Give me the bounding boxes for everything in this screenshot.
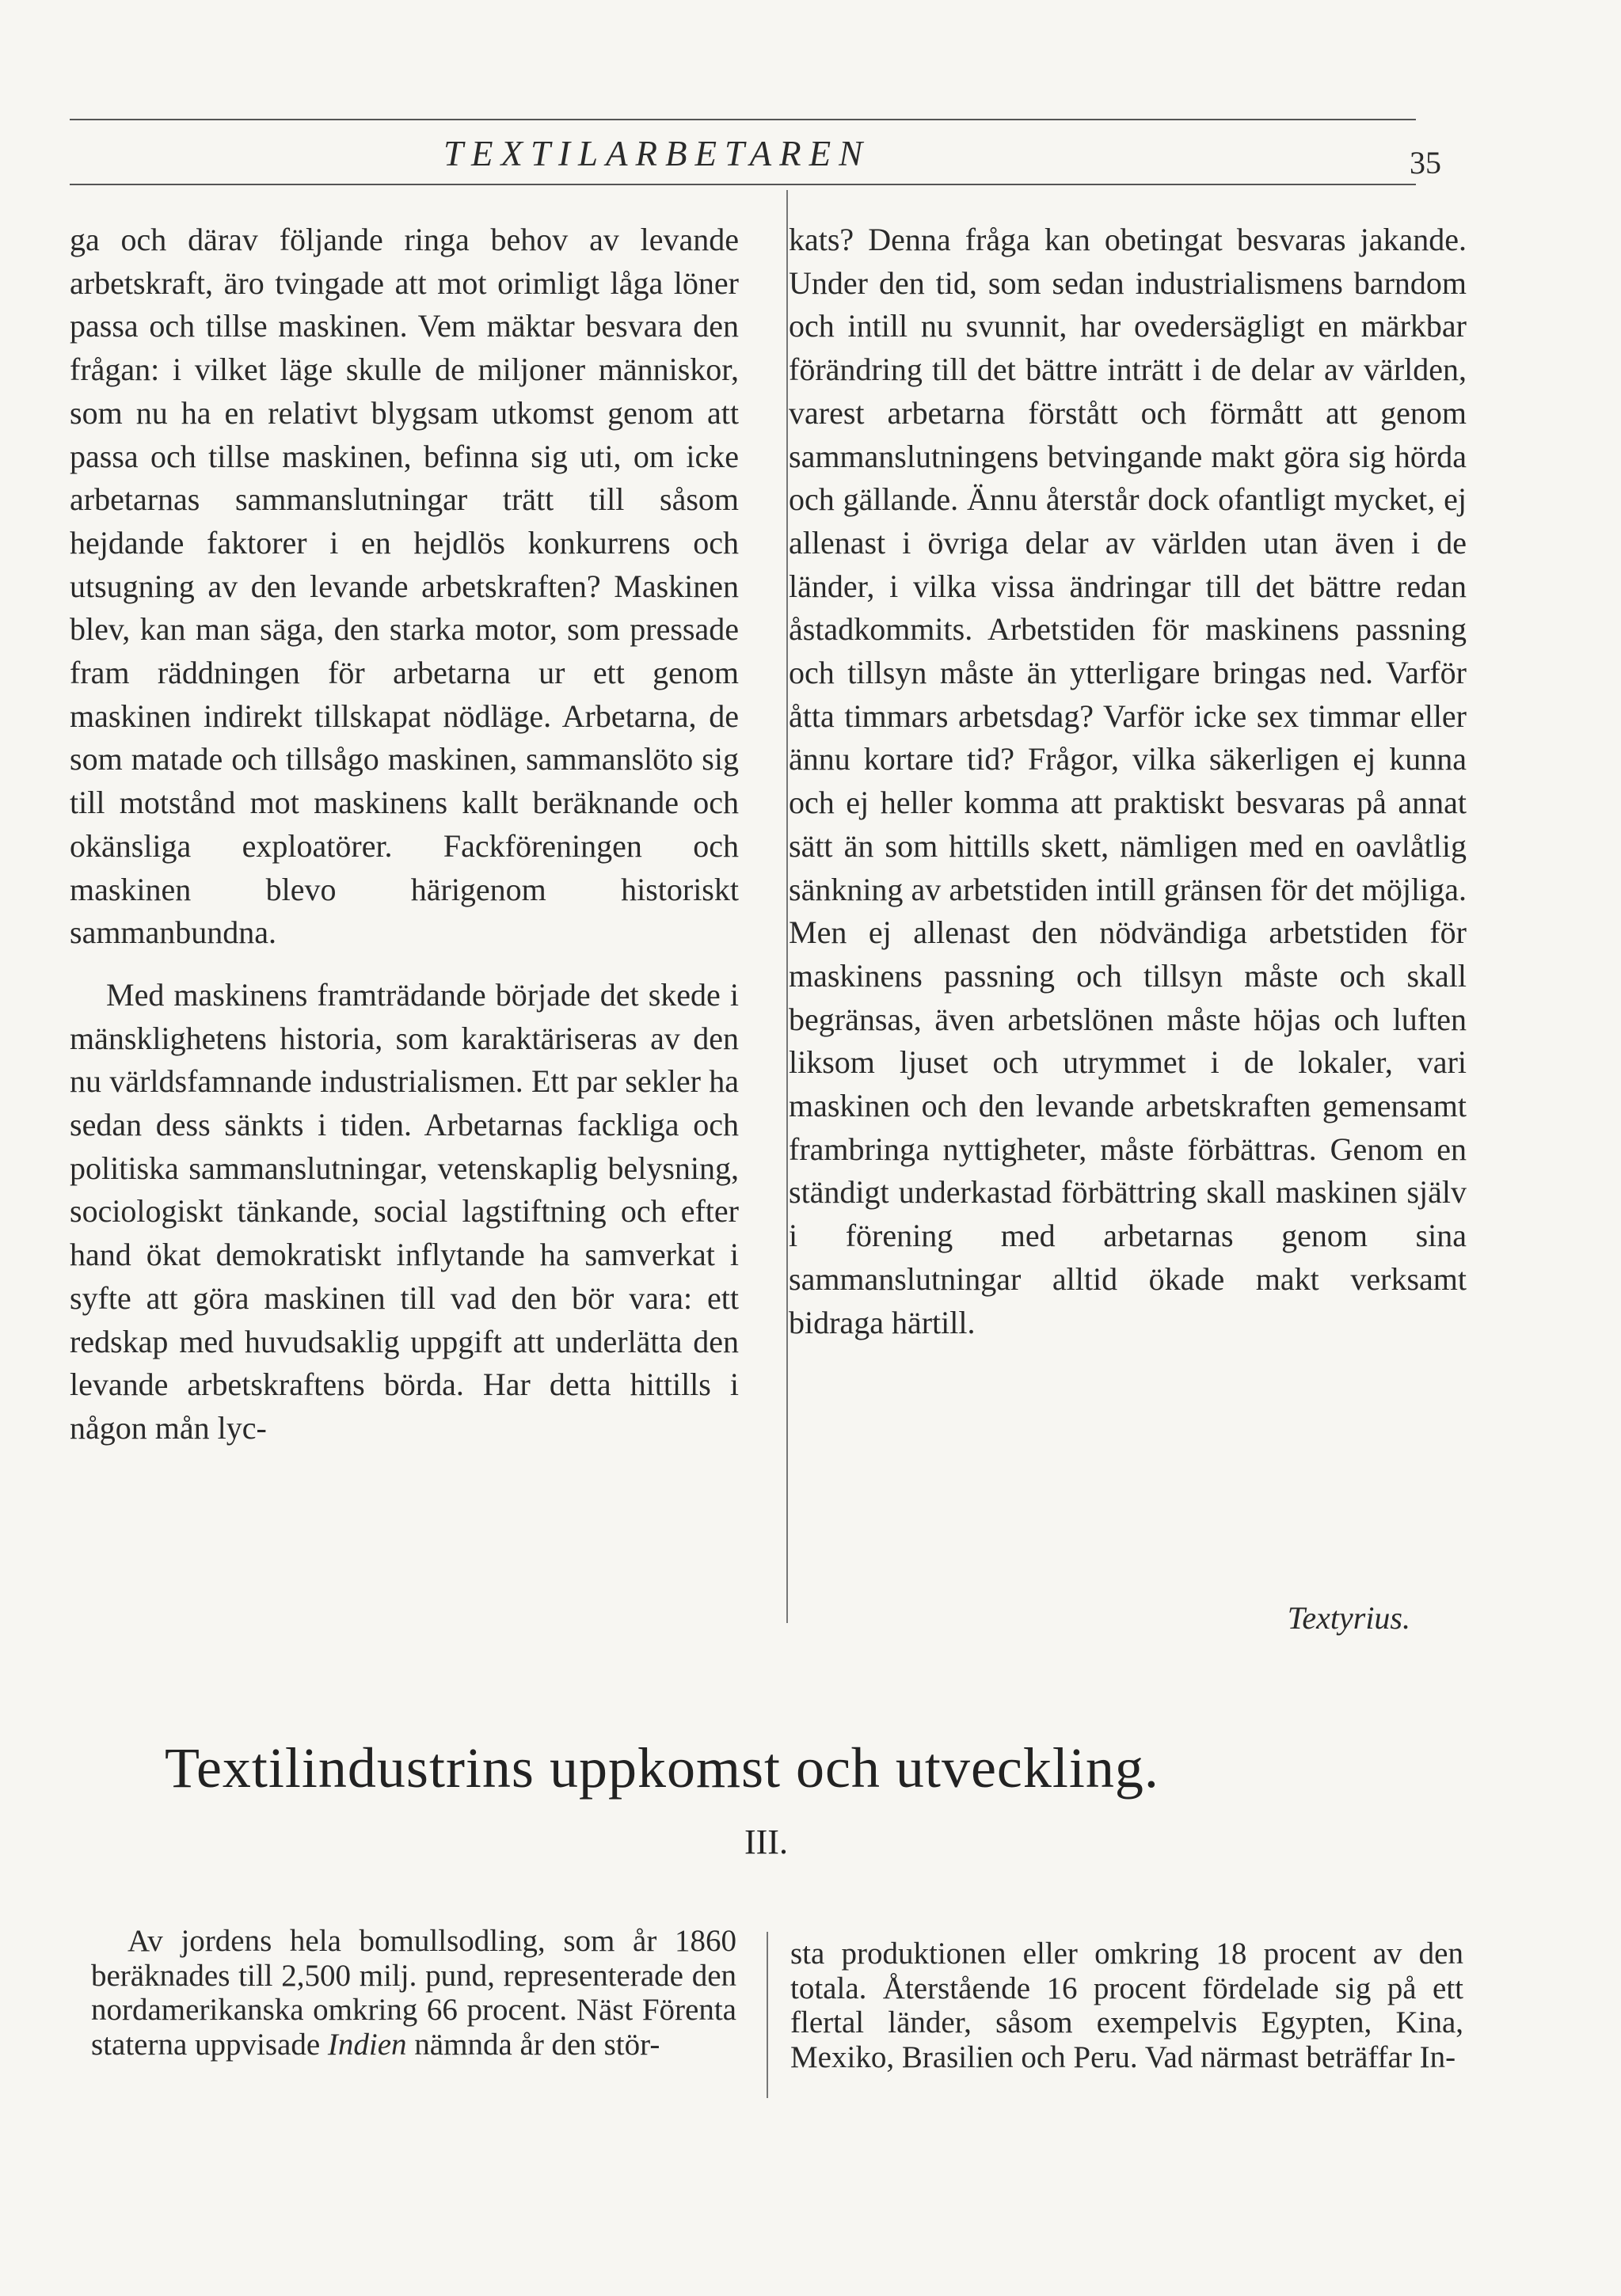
header-top-rule [70,119,1416,120]
article2-left-italic-word: Indien [327,2027,407,2062]
article1-right-column [789,219,1467,1344]
article2-column-divider [767,1932,768,2098]
running-title: TEXTILARBETAREN [443,134,871,173]
article1-column-divider [786,190,788,1623]
article1-left-paragraph-2: Med maskinens framträdande började det skede i mänsklighetens historia, som karaktäriseras av den nu världsfamnande industrialismen. Ett par sekler ha sedan dess sänkts i tiden. Arbetarnas fackliga och politiska sammanslutningar, vetenskaplig belysning, sociologiskt tänkande, social lagstiftning och efter hand ökat demokratiskt inflytande ha samverkat i syfte att göra maskinen till vad den bör vara: ett redskap med huvudsaklig uppgift att underlätta den levande arbetskraftens börda. Har detta hittills i någon mån lyc- [70,976,739,1446]
article1-left-column [70,219,739,1450]
article2-left-text-after: nämnda år den stör- [414,2027,660,2062]
article2-left-paragraph [91,1924,736,2062]
article1-right-paragraph-1: kats? Denna fråga kan obetingat besvaras jakande. Under den tid, som sedan industrialismens barndom och intill nu svunnit, har ovedersägligt en märkbar förändring till det bättre inträtt i de delar av världen, varest arbetarna förstått och förmått att genom sammanslutningens betvingande makt göra sig hörda och gällande. Ännu återstår dock ofantligt mycket, ej allenast i övriga delar av världen utan även i de länder, i vilka vissa ändringar till det bättre redan åstadkommits. Arbetstiden för maskinens passning och tillsyn måste än ytterligare bringas ned. Varför åtta timmars arbetsdag? Varför icke sex timmar eller ännu kortare tid? Frågor, vilka säkerligen ej kunna och ej heller komma att praktiskt besvaras på annat sätt än som hittills skett, nämligen med en oavlåtlig sänkning av arbetstiden intill gränsen för det möjliga. Men ej allenast den nödvändiga arbetstiden för maskinens passning och tillsyn måste och skall begränsas, även arbetslönen måste höjas och luften liksom ljuset och utrymmet i de lokaler, vari maskinen och den levande arbetskraften gemensamt frambringa nyttigheter, måste förbättras. Genom en ständigt underkastad förbättring skall maskinen själv i förening med arbetarnas genom sina sammanslutningar alltid ökade makt verksamt bidraga härtill. [789,222,1467,1340]
article2-left-text-before: Av jordens hela bomullsodling, som år 1860 beräknades till 2,500 milj. pund, representerade den nordamerikanska omkring 66 procent. Näst Förenta staterna uppvisade [91,1924,736,2062]
article1-signature: Textyrius. [1287,1600,1410,1636]
article2-left-column [91,1924,736,2062]
article1-left-paragraph-1: ga och därav följande ringa behov av levande arbetskraft, äro tvingade att mot orimligt låga löner passa och tillse maskinen. Vem mäktar besvara den frågan: i vilket läge skulle de miljoner människor, som nu ha en relativt blygsam utkomst genom att passa och tillse maskinen, befinna sig uti, om icke arbetarnas sammanslutningar trätt till såsom hejdande faktorer i en hejdlös konkurrens och utsugning av den levande arbetskraften? Maskinen blev, kan man säga, den starka motor, som pressade fram räddningen för arbetarna ur ett genom maskinen indirekt tillskapat nödläge. Arbetarna, de som matade och tillsågo maskinen, sammanslöto sig till motstånd mot maskinens kallt beräknande och okänsliga exploatörer. Fackföreningen och maskinen blevo härigenom historiskt sammanbundna. [70,222,739,951]
article2-right-paragraph: sta produktionen eller omkring 18 procent av den totala. Återstående 16 procent fördelade sig på ett flertal länder, såsom exempelvis Egypten, Kina, Mexiko, Brasilien och Peru. Vad närmast beträffar In- [790,1937,1463,2074]
page-number: 35 [1410,145,1441,181]
article2-title: Textilindustrins uppkomst och utveckling. [165,1736,1159,1800]
article2-right-column [790,1937,1463,2074]
header-rule [70,184,1416,185]
article2-part-number: III. [744,1823,788,1861]
